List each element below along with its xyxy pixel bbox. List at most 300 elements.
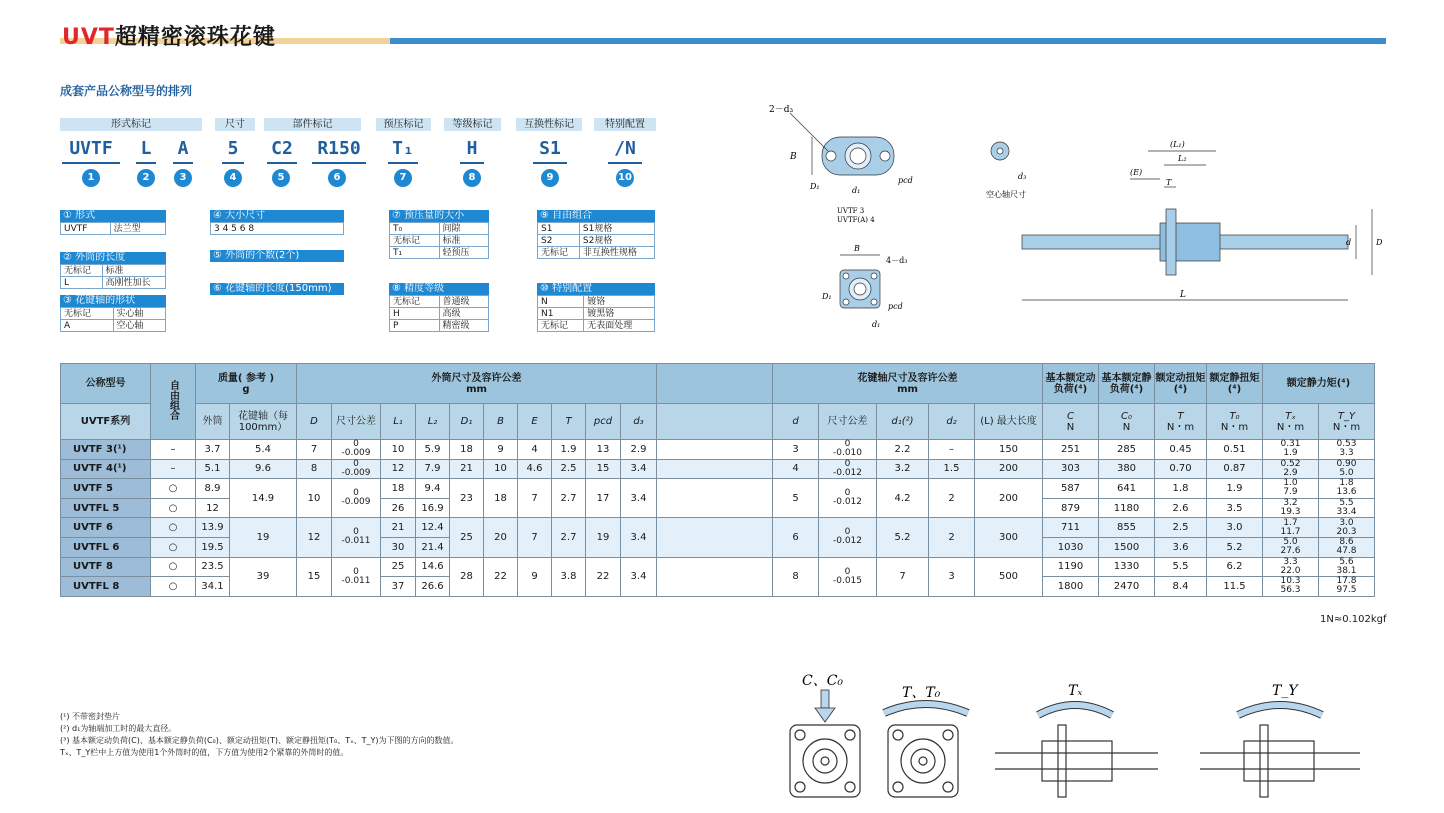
number-badge: 8 — [463, 169, 481, 187]
cell-tx — [1263, 459, 1319, 479]
cell: 2.5 — [552, 459, 586, 479]
cell-blank — [657, 557, 773, 596]
cell: 1.8 — [1155, 479, 1207, 499]
legend-value: 镀铬 — [584, 296, 655, 308]
legend-key: 无标记 — [390, 296, 440, 308]
cell-tx — [1263, 440, 1319, 460]
tol-upper: 0 — [844, 458, 851, 469]
cell: 0.51 — [1207, 440, 1263, 460]
cell: 3.7 — [196, 440, 230, 460]
th-tol: 尺寸公差 — [332, 404, 381, 440]
cell: 6 — [773, 518, 819, 557]
cell: 4 — [773, 459, 819, 479]
cell: 3.4 — [621, 459, 657, 479]
cat-special: 特别配置 — [594, 118, 656, 131]
cell: 300 — [975, 518, 1043, 557]
cell: 21.4 — [416, 537, 450, 557]
th-C0: 基本额定静负荷(⁴) — [1099, 364, 1155, 404]
footnote: (²) d₁为轴端加工时的最大直径。 — [60, 724, 177, 733]
tol-lower: -0.009 — [341, 448, 371, 459]
number-badge: 2 — [137, 169, 155, 187]
legend-value: 非互换性规格 — [579, 247, 654, 259]
shaft-load-tx-drawing — [995, 725, 1158, 797]
cell: 12.4 — [416, 518, 450, 538]
cell: 12 — [297, 518, 332, 557]
cell: 13 — [586, 440, 621, 460]
cell: 16.9 — [416, 498, 450, 518]
tx-single: 5.0 — [1283, 537, 1298, 548]
cell: 2.7 — [552, 518, 586, 557]
cell: 2.5 — [1155, 518, 1207, 538]
cell-model: UVTF 8 — [61, 557, 151, 577]
tol-lower: -0.009 — [341, 467, 371, 478]
number-badge: 9 — [541, 169, 559, 187]
cell-model: UVTF 3(¹) — [61, 440, 151, 460]
th-blank — [657, 364, 773, 404]
label-L2: L₂ — [1178, 154, 1187, 163]
code-shaft-length: R150 — [317, 138, 361, 159]
cell: 19 — [230, 518, 297, 557]
cell: 15 — [297, 557, 332, 596]
legend-value: 轻预压 — [439, 247, 489, 259]
unit: N・m — [1220, 421, 1249, 433]
cell-blank — [657, 440, 773, 460]
ty-single: 8.6 — [1339, 537, 1354, 548]
label-Tx: Tₓ — [1068, 683, 1083, 699]
th-D1: D₁ — [450, 404, 484, 440]
th-Ty-sym — [1319, 404, 1375, 440]
cell-tol — [819, 440, 877, 460]
cell: ○ — [151, 479, 196, 499]
cell: 8.4 — [1155, 577, 1207, 597]
cell-tol — [819, 479, 877, 518]
cell-tol — [332, 518, 381, 557]
table-row — [61, 557, 1375, 577]
cell: 200 — [975, 479, 1043, 518]
ty-double: 33.4 — [1336, 507, 1357, 518]
cell: 26.6 — [416, 577, 450, 597]
cell: ○ — [151, 537, 196, 557]
cell: 3.2 — [877, 459, 929, 479]
legend-title: ③ 花键轴的形状 — [60, 295, 166, 307]
flange-square-drawing — [840, 255, 880, 308]
cell-model: UVTF 6 — [61, 518, 151, 538]
cell: 1190 — [1043, 557, 1099, 577]
th-E: E — [518, 404, 552, 440]
label-d: d — [1346, 238, 1352, 247]
th-d3: d₃ — [621, 404, 657, 440]
cell: 13.9 — [196, 518, 230, 538]
title-text: 超精密滚珠花键 — [114, 25, 276, 50]
sym: T_Y — [1337, 410, 1356, 422]
cell-ty — [1319, 459, 1375, 479]
legend-title: ④ 大小尺寸 — [210, 210, 344, 222]
unit: N — [1066, 421, 1075, 433]
footnotes — [60, 711, 459, 759]
legend-size — [210, 210, 344, 235]
cell: 2.6 — [1155, 498, 1207, 518]
tx-double: 1.9 — [1283, 448, 1298, 459]
label-B-square: B — [854, 244, 860, 253]
tol-lower: -0.009 — [341, 497, 371, 508]
cell: 19 — [586, 518, 621, 557]
cat-preload: 预压标记 — [376, 118, 431, 131]
legend-title: ⑩ 特别配置 — [537, 283, 655, 295]
th-L1: L₁ — [381, 404, 416, 440]
unit: N・m — [1332, 421, 1361, 433]
cell: 500 — [975, 557, 1043, 596]
legend-key: T₁ — [390, 247, 440, 259]
cell: 30 — [381, 537, 416, 557]
th-shaft-label: 花键轴尺寸及容许公差 — [857, 372, 958, 384]
cell: 7 — [518, 518, 552, 557]
cell-tol — [332, 557, 381, 596]
tx-single: 0.52 — [1280, 458, 1301, 469]
tx-double: 7.9 — [1283, 487, 1298, 498]
legend-value: 3 4 5 6 8 — [211, 223, 344, 235]
tx-double: 22.0 — [1280, 565, 1301, 576]
cell: 1800 — [1043, 577, 1099, 597]
cell: 17 — [586, 479, 621, 518]
code-underline — [222, 162, 244, 164]
code-underline — [533, 162, 567, 164]
legend-key: 无标记 — [538, 247, 580, 259]
cell-tol — [819, 518, 877, 557]
cell: 380 — [1099, 459, 1155, 479]
ty-single: 0.90 — [1336, 458, 1357, 469]
legend-value: 标准 — [439, 235, 489, 247]
cell: 10 — [484, 459, 518, 479]
tol-lower: -0.012 — [832, 536, 862, 547]
cell: 303 — [1043, 459, 1099, 479]
ty-single: 0.53 — [1336, 439, 1357, 450]
legend-key: S2 — [538, 235, 580, 247]
code-preload: T₁ — [392, 138, 414, 159]
ty-double: 97.5 — [1336, 585, 1357, 596]
cell: 8 — [297, 459, 332, 479]
ty-single: 3.0 — [1339, 517, 1354, 528]
tol-lower: -0.012 — [832, 497, 862, 508]
th-mass — [196, 364, 297, 404]
cell: 25 — [381, 557, 416, 577]
sym: T — [1177, 410, 1184, 422]
cell: ○ — [151, 498, 196, 518]
cell: 3.6 — [1155, 537, 1207, 557]
legend-key: T₀ — [390, 223, 440, 235]
number-badge: 3 — [174, 169, 192, 187]
sym: T₀ — [1229, 410, 1240, 422]
tol-upper: 0 — [844, 527, 851, 538]
cell: 1330 — [1099, 557, 1155, 577]
cell: 3.8 — [552, 557, 586, 596]
cell: 9.6 — [230, 459, 297, 479]
sym: C — [1067, 410, 1074, 422]
cell: 2470 — [1099, 577, 1155, 597]
ty-double: 3.3 — [1339, 448, 1354, 459]
ty-double: 5.0 — [1339, 467, 1354, 478]
cell: 3.0 — [1207, 518, 1263, 538]
cell: 7 — [877, 557, 929, 596]
legend-shaft-length — [210, 283, 344, 295]
number-badge: 6 — [328, 169, 346, 187]
unit-note: 1N≈0.102kgf — [1320, 614, 1387, 625]
legend-key: UVTF — [61, 223, 111, 235]
label-T-T0: T、T₀ — [902, 685, 941, 701]
cat-form: 形式标记 — [60, 118, 202, 131]
shaft-load-ty-drawing — [1200, 725, 1360, 797]
th-D: D — [297, 404, 332, 440]
legend-value: 高刚性加长 — [102, 277, 166, 289]
tol-upper: 0 — [844, 566, 851, 577]
code-underline — [460, 162, 484, 164]
th-pcd: pcd — [586, 404, 621, 440]
flange-side-drawing — [790, 113, 894, 175]
legend-value: 无表面处理 — [584, 320, 655, 332]
number-badge: 5 — [272, 169, 290, 187]
footnote: (³) 基本额定动负荷(C)、基本额定静负荷(C₀)、额定动扭矩(T)、额定静扭矩(T₀、Tₓ、T_Y)为下图的方向的数值。 — [60, 736, 459, 745]
tol-lower: -0.011 — [341, 536, 371, 547]
label-L: L — [1180, 290, 1186, 300]
legend-title: ⑨ 自由组合 — [537, 210, 655, 222]
legend-value: 法兰型 — [110, 223, 165, 235]
cell-tx — [1263, 498, 1319, 518]
tol-upper: 0 — [844, 439, 851, 450]
legend-title: ⑦ 预压量的大小 — [389, 210, 489, 222]
cell-tol — [332, 479, 381, 518]
legend-title: ⑤ 外筒的个数(2个) — [210, 250, 344, 262]
footnote: (¹) 不带密封垫片 — [60, 712, 120, 721]
number-badge: 1 — [82, 169, 100, 187]
label-pcd: pcd — [898, 176, 913, 185]
th-T0-sym — [1207, 404, 1263, 440]
cell: 28 — [450, 557, 484, 596]
tol-lower: -0.012 — [832, 467, 862, 478]
tx-single: 10.3 — [1280, 576, 1301, 587]
legend-value: 高级 — [439, 308, 489, 320]
cell: 4.2 — [877, 479, 929, 518]
cell: – — [151, 459, 196, 479]
cell-blank — [657, 479, 773, 518]
cell: 1180 — [1099, 498, 1155, 518]
th-tol2: 尺寸公差 — [819, 404, 877, 440]
cell: 10 — [381, 440, 416, 460]
cell: 3.5 — [1207, 498, 1263, 518]
cell: 8.9 — [196, 479, 230, 499]
cat-grade: 等级标记 — [444, 118, 501, 131]
number-badge: 7 — [394, 169, 412, 187]
ty-single: 17.8 — [1336, 576, 1357, 587]
cell-tol — [332, 459, 381, 479]
cell-model: UVTFL 6 — [61, 537, 151, 557]
th-mass-outer: 外筒 — [196, 404, 230, 440]
legend-value: 空心轴 — [113, 320, 166, 332]
cell: 9 — [518, 557, 552, 596]
th-free: 自由组合 — [151, 364, 196, 440]
flange-load-c-drawing — [790, 725, 860, 797]
cell: 150 — [975, 440, 1043, 460]
code-grade: H — [466, 138, 478, 159]
title-stripe-blue — [390, 38, 1386, 44]
legend-value: S1规格 — [579, 223, 654, 235]
cell-ty — [1319, 537, 1375, 557]
ty-double: 38.1 — [1336, 565, 1357, 576]
legend-value: 标准 — [102, 265, 166, 277]
cell: 2 — [929, 518, 975, 557]
cell: 641 — [1099, 479, 1155, 499]
cell: 5.4 — [230, 440, 297, 460]
cell: 711 — [1043, 518, 1099, 538]
cell: 21 — [381, 518, 416, 538]
cell: 22 — [484, 557, 518, 596]
cell-model: UVTF 5 — [61, 479, 151, 499]
cell-tol — [332, 440, 381, 460]
th-Lmax: (L) 最大长度 — [975, 404, 1043, 440]
cell: 5.2 — [1207, 537, 1263, 557]
legend-key: S1 — [538, 223, 580, 235]
cell-ty — [1319, 440, 1375, 460]
table-row — [61, 518, 1375, 538]
unit: N — [1122, 421, 1131, 433]
section-title: 成套产品公称型号的排列 — [60, 84, 193, 98]
cell: 8 — [773, 557, 819, 596]
code-underline — [388, 162, 418, 164]
code-size: 5 — [227, 138, 239, 159]
label-four-d3: 4－d₃ — [886, 256, 908, 265]
tx-single: 0.31 — [1280, 439, 1301, 450]
table-row — [61, 440, 1375, 460]
cell: ○ — [151, 577, 196, 597]
cell-ty — [1319, 577, 1375, 597]
th-blank — [657, 404, 773, 440]
th-T0: 额定静扭矩(⁴) — [1207, 364, 1263, 404]
th-d: d — [773, 404, 819, 440]
legend-key: 无标记 — [390, 235, 440, 247]
th-d2: d₂ — [929, 404, 975, 440]
cell: 18 — [450, 440, 484, 460]
cell-blank — [657, 518, 773, 557]
cell: 12 — [196, 498, 230, 518]
tol-lower: -0.010 — [832, 448, 862, 459]
cell-model: UVTFL 8 — [61, 577, 151, 597]
cell: 22 — [586, 557, 621, 596]
cell: 14.6 — [416, 557, 450, 577]
label-C-C0: C、C₀ — [802, 673, 844, 689]
cell: 7.9 — [416, 459, 450, 479]
cell: 25 — [450, 518, 484, 557]
label-D1: D₁ — [810, 182, 820, 191]
brand-text: UVT — [62, 25, 115, 50]
legend-form — [60, 210, 166, 235]
legend-outer-length — [60, 252, 166, 289]
label-T: T — [1166, 178, 1172, 187]
tx-single: 3.3 — [1283, 556, 1298, 567]
table-row — [61, 459, 1375, 479]
cell: ○ — [151, 557, 196, 577]
cell: 855 — [1099, 518, 1155, 538]
code-underline — [173, 162, 193, 164]
cat-interchange: 互换性标记 — [516, 118, 582, 131]
shaft-side-drawing — [1022, 151, 1372, 300]
tx-double: 2.9 — [1283, 467, 1298, 478]
label-E: (E) — [1130, 168, 1143, 177]
label-uvtf: UVTF 3 — [837, 207, 865, 215]
cell-blank — [657, 459, 773, 479]
cell: 18 — [484, 479, 518, 518]
cell: 11.5 — [1207, 577, 1263, 597]
tol-upper: 0 — [353, 527, 359, 538]
ty-single: 5.6 — [1339, 556, 1354, 567]
cell: 14.9 — [230, 479, 297, 518]
cell: 2.7 — [552, 479, 586, 518]
legend-key: P — [390, 320, 440, 332]
tol-lower: -0.015 — [832, 575, 862, 586]
cell-model: UVTF 4(¹) — [61, 459, 151, 479]
legend-key: 无标记 — [61, 308, 114, 320]
cell: 285 — [1099, 440, 1155, 460]
tx-double: 19.3 — [1280, 507, 1301, 518]
th-T-sym — [1155, 404, 1207, 440]
legend-combo — [537, 210, 655, 259]
code-count: C2 — [271, 138, 293, 159]
code-underline — [62, 162, 120, 164]
cell: 9 — [484, 440, 518, 460]
page-title — [62, 20, 276, 51]
code-underline — [608, 162, 642, 164]
cell-ty — [1319, 498, 1375, 518]
cell: 2.9 — [621, 440, 657, 460]
th-shaft — [773, 364, 1043, 404]
ty-double: 13.6 — [1336, 487, 1357, 498]
cat-size: 尺寸 — [215, 118, 255, 131]
legend-grade — [389, 283, 489, 332]
cell: 587 — [1043, 479, 1099, 499]
th-C0-sym — [1099, 404, 1155, 440]
tol-upper: 0 — [353, 488, 359, 499]
cell: 0.45 — [1155, 440, 1207, 460]
hollow-shaft-drawing — [991, 142, 1009, 160]
legend-title: ① 形式 — [60, 210, 166, 222]
cell: 200 — [975, 459, 1043, 479]
legend-value: 精密级 — [439, 320, 489, 332]
legend-key: L — [61, 277, 103, 289]
legend-special — [537, 283, 655, 332]
legend-title: ⑥ 花键轴的长度(150mm) — [210, 283, 344, 295]
legend-value: 间隙 — [439, 223, 489, 235]
tx-single: 1.7 — [1283, 517, 1298, 528]
cell: – — [929, 440, 975, 460]
cell: 18 — [381, 479, 416, 499]
tx-double: 11.7 — [1280, 526, 1301, 537]
tx-single: 3.2 — [1283, 498, 1298, 509]
cell: 4.6 — [518, 459, 552, 479]
cell: 5 — [773, 479, 819, 518]
cell: 2 — [929, 479, 975, 518]
sym: C₀ — [1121, 410, 1132, 422]
label-d1: d₁ — [852, 186, 861, 195]
cell: 3.4 — [621, 557, 657, 596]
label-d1-square: d₁ — [872, 320, 881, 329]
th-outer-unit: mm — [466, 383, 487, 395]
cell: 1.9 — [552, 440, 586, 460]
code-underline — [267, 162, 297, 164]
label-B: B — [790, 152, 797, 162]
cell-ty — [1319, 479, 1375, 499]
unit: N・m — [1276, 421, 1305, 433]
footnote: Tₓ、T_Y栏中上方值为使用1个外筒时的值，下方值为使用2个紧靠的外筒时的值。 — [60, 748, 349, 757]
tx-double: 56.3 — [1280, 585, 1301, 596]
cell: ○ — [151, 518, 196, 538]
cell-tx — [1263, 479, 1319, 499]
